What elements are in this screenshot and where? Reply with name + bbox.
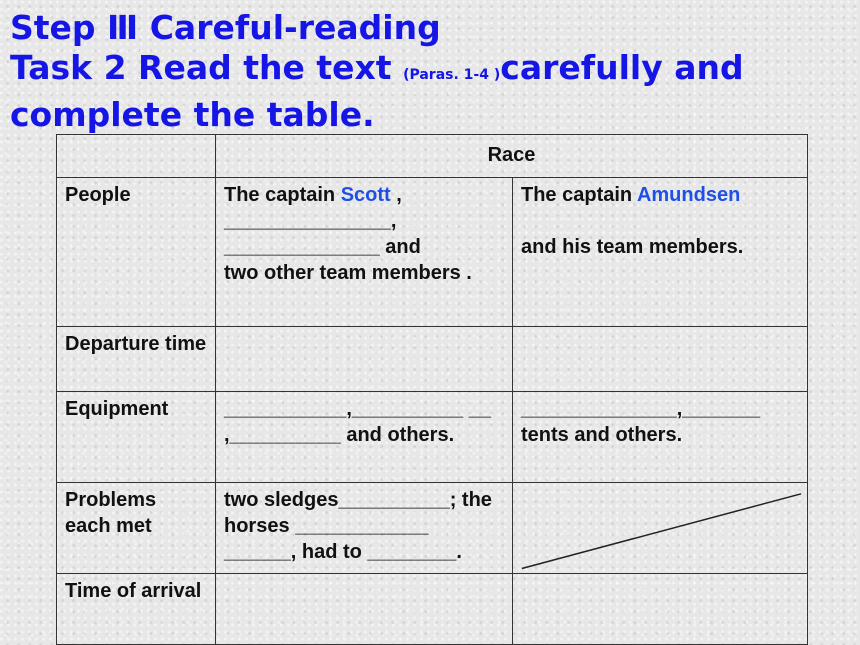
amundsen-arrival-cell[interactable]	[513, 574, 808, 645]
task-text: Task 2 Read the text	[10, 48, 404, 87]
amundsen-departure-cell[interactable]	[513, 327, 808, 392]
race-header: Race	[216, 135, 808, 178]
table-row-equipment	[57, 392, 808, 483]
people-label: People	[57, 178, 216, 327]
scott-blank-1[interactable]: _______________,	[224, 210, 397, 232]
problems-label: Problems each met	[57, 483, 216, 574]
amundsen-rest: and his team members.	[521, 236, 744, 258]
amundsen-equipment-cell[interactable]: ______________,_______ tents and others.	[513, 392, 808, 483]
departure-label: Departure time	[57, 327, 216, 392]
scott-people-cell	[216, 178, 513, 327]
scott-blank-2[interactable]: ______________	[224, 236, 380, 258]
table-row-people	[57, 178, 808, 327]
scott-arrival-cell[interactable]	[216, 574, 513, 645]
empty-corner-cell	[57, 135, 216, 178]
paras-note: (Paras. 1-4 )	[403, 67, 501, 83]
table-row-header	[57, 135, 808, 178]
title-line-2	[10, 48, 855, 135]
scott-name: Scott	[340, 184, 391, 206]
scott-equipment-cell[interactable]: ___________,__________ __ ,__________ and others.	[216, 392, 513, 483]
arrival-label: Time of arrival	[57, 574, 216, 645]
diagonal-strike-line	[513, 483, 807, 573]
amundsen-people-cell	[513, 178, 808, 327]
scott-suffix: ,	[390, 184, 402, 206]
task-text-rest: carefully and complete the table.	[10, 48, 744, 134]
race-table	[56, 134, 808, 645]
amundsen-problems-cell	[513, 483, 808, 574]
scott-prefix: The captain	[224, 184, 341, 206]
scott-rest: two other team members .	[224, 262, 472, 284]
scott-problems-cell[interactable]: two sledges__________; the horses ____________ ______, had to ________.	[216, 483, 513, 574]
slide-title	[10, 8, 855, 135]
scott-and: and	[379, 236, 421, 258]
title-line-1: Step Ⅲ Careful-reading	[10, 8, 441, 47]
equipment-label: Equipment	[57, 392, 216, 483]
table-row-arrival	[57, 574, 808, 645]
table-row-departure	[57, 327, 808, 392]
amundsen-name: Amundsen	[636, 184, 741, 206]
amundsen-prefix: The captain	[521, 184, 637, 206]
scott-departure-cell[interactable]	[216, 327, 513, 392]
table-row-problems	[57, 483, 808, 574]
